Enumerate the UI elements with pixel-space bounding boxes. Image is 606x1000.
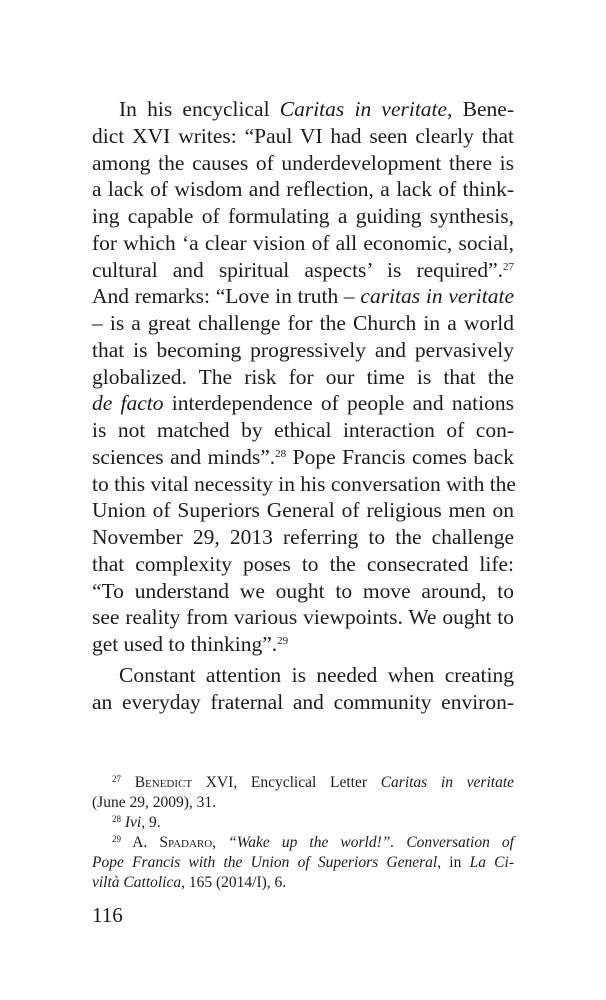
text-line: a lack of wisdom and reflection, a lack of think- xyxy=(92,177,514,202)
italic-text: Caritas in veritate xyxy=(380,774,514,791)
text-line: get used to thinking”.$^{29}$ xyxy=(92,632,289,656)
footnote-marker: 28 xyxy=(275,447,287,460)
page-number: 116 xyxy=(92,903,123,927)
text-line: among the causes of underdevelopment there is xyxy=(92,150,514,175)
italic-text: Pope Francis with the Union of Superiors General xyxy=(92,854,438,871)
author-name: Benedict xyxy=(134,774,193,791)
italic-text: caritas in veritate xyxy=(360,284,514,309)
text-line: see reality from various viewpoints. We ought to xyxy=(92,605,514,630)
text-line: Union of Superiors General of religious men on xyxy=(92,498,514,523)
text-line: for which ‘a clear vision of all economic, social, xyxy=(92,230,514,255)
body-text xyxy=(92,96,514,715)
footnote-line: $^{29}$ A. Spadaro, “Wake up the world!”. Conversation of xyxy=(112,834,514,851)
text-line: And remarks: “Love in truth – caritas in veritate xyxy=(92,284,514,309)
text-line: In his encyclical Caritas in veritate, Bene- xyxy=(119,97,514,121)
text-line: an everyday fraternal and community environ- xyxy=(92,689,514,714)
italic-text: de facto xyxy=(92,391,164,416)
text-line: de facto interdependence of people and nations xyxy=(92,391,514,416)
italic-text: La Ci- xyxy=(469,854,514,871)
text-line: November 29, 2013 referring to the challenge xyxy=(92,525,514,549)
footnote-marker: 27 xyxy=(112,774,121,784)
footnotes xyxy=(92,773,514,893)
text-line: “To understand we ought to move around, to xyxy=(92,578,514,603)
footnote-line: Pope Francis with the Union of Superiors General, in La Ci- xyxy=(92,854,514,871)
text-line: that is becoming progressively and pervasively xyxy=(92,337,514,362)
italic-text: Caritas in veritate xyxy=(279,97,448,121)
footnote-marker: 28 xyxy=(112,814,121,824)
text-line: sciences and minds”.$^{28}$ Pope Francis comes back xyxy=(92,444,514,469)
text-line: dict XVI writes: “Paul VI had seen clearly that xyxy=(92,123,514,148)
footnote-line: (June 29, 2009), 31. xyxy=(92,794,216,811)
text-line: ing capable of formulating a guiding synthesis, xyxy=(92,204,514,228)
text-line: – is a great challenge for the Church in a world xyxy=(92,311,514,335)
text-line: is not matched by ethical interaction of con- xyxy=(92,418,514,442)
text-line: globalized. The risk for our time is that the xyxy=(92,364,514,389)
italic-text: Ivi xyxy=(124,814,142,831)
italic-text: viltà Cattolica xyxy=(92,874,182,891)
text-line: cultural and spiritual aspects’ is required”.$^{27}$ xyxy=(92,257,514,282)
author-name: Spadaro xyxy=(159,834,213,851)
text-line: Constant attention is needed when creating xyxy=(119,662,514,687)
text-line: that complexity poses to the consecrated life: xyxy=(92,551,514,576)
footnote-marker: 27 xyxy=(503,260,514,273)
footnote-line: $^{28}$ Ivi, 9. xyxy=(112,814,161,831)
footnote-marker: 29 xyxy=(112,834,121,844)
text-line: to this vital necessity in his conversation with the xyxy=(92,471,516,496)
footnote-line: $^{27}$ Benedict XVI, Encyclical Letter Caritas in veritate xyxy=(112,774,514,791)
footnote-marker: 29 xyxy=(277,635,289,647)
footnote-line: viltà Cattolica, 165 (2014/I), 6. xyxy=(92,874,287,891)
italic-text: “Wake up the world!”. Conversation of xyxy=(228,834,514,851)
